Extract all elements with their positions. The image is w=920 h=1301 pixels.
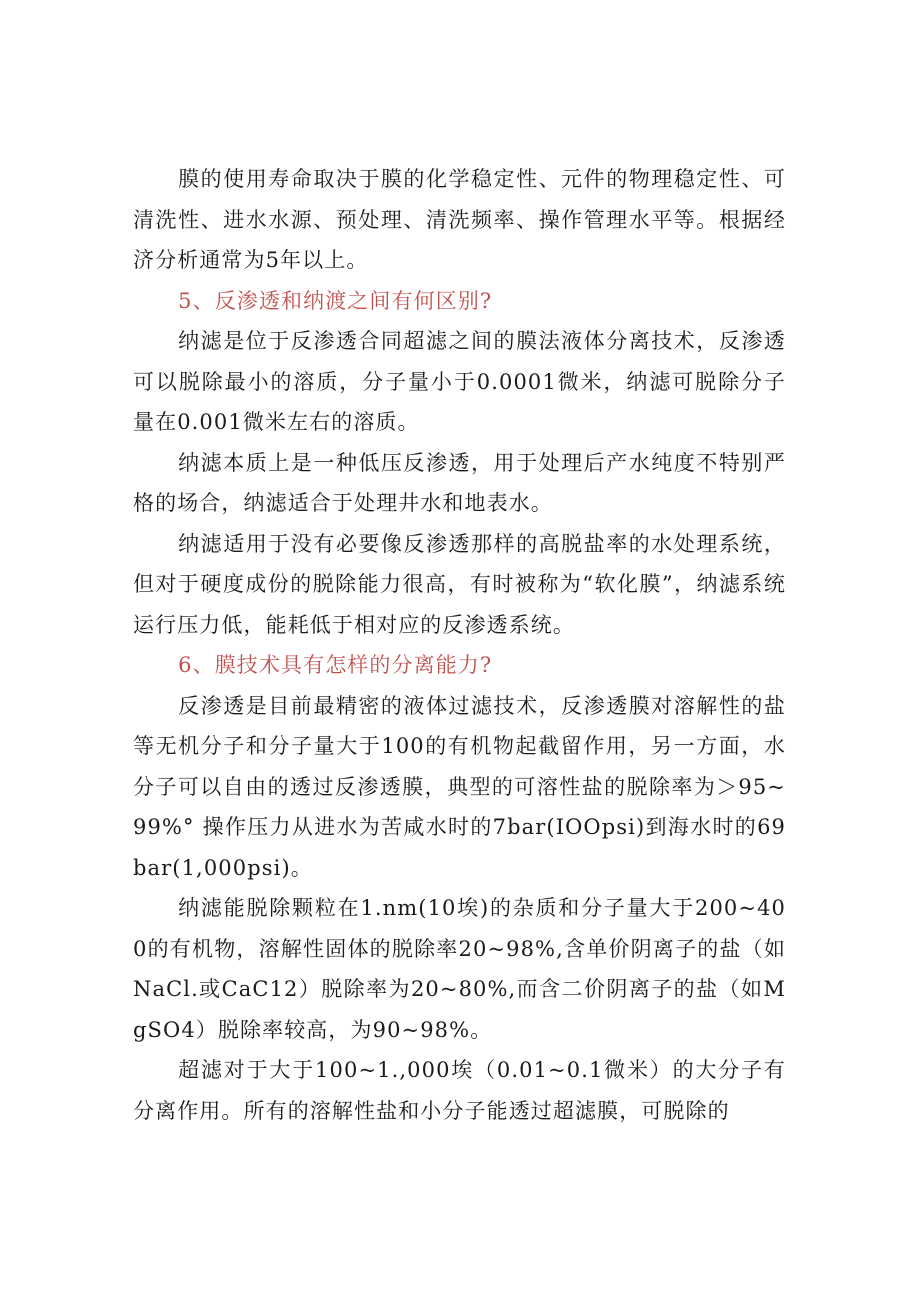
paragraph-nanofiltration-capability: 纳滤能脱除颗粒在1.nm(10埃)的杂质和分子量大于200~400的有机物，溶解性固体的脱除率20~98%,含单价阴离子的盐（如NaCl.或CaC12）脱除率为20~80%,而含二价阴离子的盐（如MgSO4）脱除率较高，为90~98%。: [133, 896, 786, 1042]
heading-question-6: 6、膜技术具有怎样的分离能力?: [178, 653, 493, 677]
paragraph-ultrafiltration-capability: 超滤对于大于100~1.,000埃（0.01~0.1微米）的大分子有分离作用。所有的溶解性盐和小分子能透过超滤膜，可脱除的: [133, 1058, 786, 1123]
paragraph-membrane-lifespan: 膜的使用寿命取决于膜的化学稳定性、元件的物理稳定性、可清洗性、进水水源、预处理、清洗频率、操作管理水平等。根据经济分析通常为5年以上。: [133, 167, 786, 272]
document-body: [133, 159, 786, 1131]
paragraph-nanofiltration-low-pressure: 纳滤本质上是一种低压反渗透，用于处理后产水纯度不特别严格的场合，纳滤适合于处理井水和地表水。: [133, 450, 786, 515]
paragraph-nanofiltration-softening: 纳滤适用于没有必要像反渗透那样的高脱盐率的水处理系统，但对于硬度成份的脱除能力很高，有时被称为“软化膜”，纳滤系统运行压力低，能耗低于相对应的反渗透系统。: [133, 531, 786, 637]
paragraph-reverse-osmosis-capability: 反渗透是目前最精密的液体过滤技术，反渗透膜对溶解性的盐等无机分子和分子量大于100的有机物起截留作用，另一方面，水分子可以自由的透过反渗透膜，典型的可溶性盐的脱除率为＞95~99%° 操作压力从进水为苦咸水时的7bar(IOOpsi)到海水时的69bar(1,000psi)。: [133, 693, 786, 880]
heading-question-5: 5、反渗透和纳渡之间有何区别?: [178, 288, 493, 313]
paragraph-nanofiltration-definition: 纳滤是位于反渗透合同超滤之间的膜法液体分离技术，反渗透可以脱除最小的溶质，分子量小于0.0001微米，纳滤可脱除分子量在0.001微米左右的溶质。: [133, 329, 786, 434]
